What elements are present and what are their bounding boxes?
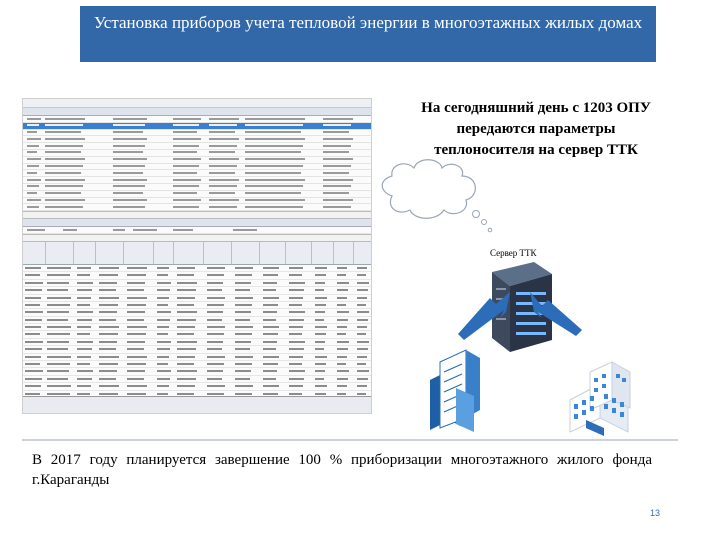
slide-title: Установка приборов учета тепловой энергии в многоэтажных жилых домах (80, 6, 656, 62)
server-label: Сервер ТТК (490, 248, 537, 258)
building-icon (570, 362, 630, 436)
page-number: 13 (650, 508, 661, 518)
bottom-statement: В 2017 году планируется завершение 100 % приборизации многоэтажного жилого фонда г.Караганды (32, 452, 652, 488)
headline-text: На сегодняшний день с 1203 ОПУ передаются параметры теплоносителя на сервер ТТК (421, 100, 651, 158)
building-icon (430, 350, 480, 432)
cloud-icon (382, 160, 492, 232)
